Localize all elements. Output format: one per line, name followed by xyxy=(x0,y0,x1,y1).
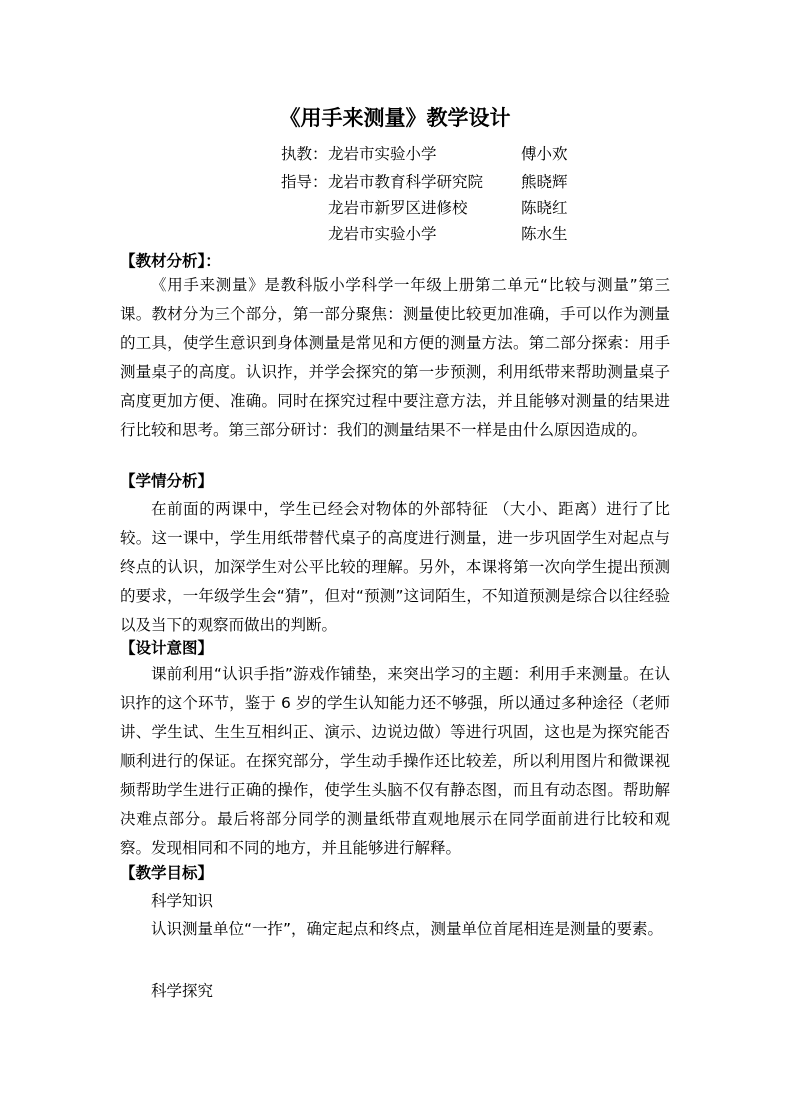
section-heading-intent: 【设计意图】 xyxy=(120,639,214,657)
info-org-advisor-3: 龙岩市实验小学 xyxy=(328,225,437,243)
info-org-advisor-1: 龙岩市教育科学研究院 xyxy=(328,173,484,191)
section-body-textbook xyxy=(120,271,670,445)
paragraph-students: 在前面的两课中，学生已经会对物体的外部特征 （大小、距离）进行了比较。这一课中，学生用纸带替代桌子的高度进行测量，进一步巩固学生对起点与终点的认识，加深学生对公平比较的理解。另外，本课将第一次向学生提出预测的要求，一年级学生会“猜”，但对“预测”这词陌生，不知道预测是综合以往经验以及当下的观察而做出的判断。 xyxy=(120,500,670,634)
goals-subheading-inquiry: 科学探究 xyxy=(151,982,214,1000)
info-label-advisor: 指导： xyxy=(281,173,328,191)
section-heading-goals: 【教学目标】 xyxy=(120,864,214,882)
goals-subheading-knowledge: 科学知识 xyxy=(151,892,214,910)
info-person-teacher: 傅小欢 xyxy=(521,145,568,163)
info-person-advisor-2: 陈晓红 xyxy=(521,199,568,217)
paragraph-intent: 课前利用“认识手指”游戏作铺垫，来突出学习的主题：利用手来测量。在认识拃的这个环节，鉴于 6 岁的学生认知能力还不够强，所以通过多种途径（老师讲、学生试、生生互相纠正、演示、边说边做）等进行巩固，这也是为探究能否顺利进行的保证。在探究部分，学生动手操作还比较差，所以利用图片和微课视频帮助学生进行正确的操作，使学生头脑不仅有静态图，而且有动态图。帮助解决难点部分。最后将部分同学的测量纸带直观地展示在同学面前进行比较和观察。发现相同和不同的地方，并且能够进行解释。 xyxy=(120,665,670,857)
section-body-intent xyxy=(120,660,670,863)
section-heading-students: 【学情分析】 xyxy=(120,472,214,490)
paragraph-goals: 认识测量单位“一拃”，确定起点和终点，测量单位首尾相连是测量的要素。 xyxy=(151,920,664,938)
section-body-students xyxy=(120,495,670,640)
info-org-advisor-2: 龙岩市新罗区进修校 xyxy=(328,199,468,217)
section-heading-textbook: 【教材分析】： xyxy=(120,252,221,270)
info-label-teacher: 执教： xyxy=(281,145,328,163)
info-org-teacher: 龙岩市实验小学 xyxy=(328,145,437,163)
info-person-advisor-1: 熊晓辉 xyxy=(521,173,568,191)
section-body-goals xyxy=(120,915,670,944)
info-person-advisor-3: 陈水生 xyxy=(521,225,568,243)
paragraph-textbook: 《用手来测量》是教科版小学科学一年级上册第二单元“比较与测量”第三课。教材分为三个部分，第一部分聚焦：测量使比较更加准确，手可以作为测量的工具，使学生意识到身体测量是常见和方便的测量方法。第二部分探索：用手测量桌子的高度。认识拃，并学会探究的第一步预测，利用纸带来帮助测量桌子高度更加方便、准确。同时在探究过程中要注意方法，并且能够对测量的结果进行比较和思考。第三部分研讨：我们的测量结果不一样是由什么原因造成的。 xyxy=(120,276,670,439)
document-title: 《用手来测量》教学设计 xyxy=(279,106,511,130)
